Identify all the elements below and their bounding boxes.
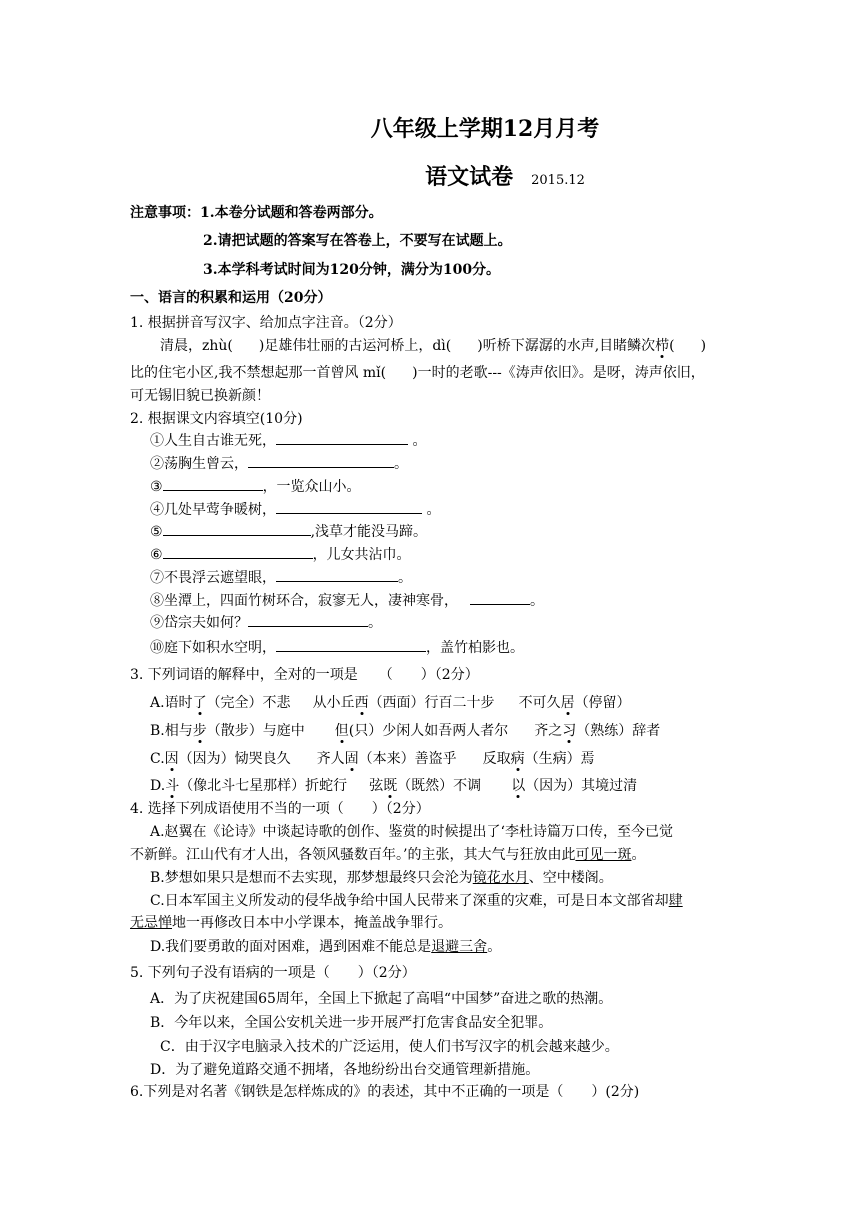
q3-b-t7: （熟练）辞者 — [576, 723, 661, 739]
q1-text-2a: 比的住宅小区,我不禁想起那一首曾风 mǐ( — [130, 365, 387, 381]
q3-d-t3: 弦 — [369, 778, 384, 794]
q5-option-c: C．由于汉字电脑录入技术的广泛运用，使人们书写汉字的机会越来越少。 — [160, 1039, 619, 1055]
q2-item-9 — [150, 612, 382, 634]
subtitle-text: 语文试卷 — [425, 164, 514, 190]
q1-text-1a: 清晨，zhù( — [160, 338, 233, 354]
q2-item-9-text: ⑨岱宗夫如何？ — [150, 615, 248, 631]
q5-option-d: D．为了避免道路交通不拥堵，各地纷纷出台交通管理新措施。 — [150, 1062, 540, 1078]
q3-d-dot1: 斗 — [165, 778, 180, 794]
note-3: 3.本学科考试时间为120分钟，满分为100分。 — [203, 262, 501, 278]
q4-a2-text: 不新鲜。江山代有才人出，各领风骚数百年。’的主张，其大气与狂放由此 — [130, 847, 576, 863]
q3-c-t3: 齐人 — [316, 751, 345, 767]
q2-blank-7[interactable] — [276, 567, 398, 582]
q1-text-1d: ( — [669, 338, 675, 354]
q3-option-c — [150, 748, 595, 770]
q3-c-dot1: 因 — [164, 751, 179, 767]
q2-item-2-end: 。 — [394, 456, 408, 472]
q3-c-t2: （因为）恸哭良久 — [178, 751, 291, 767]
q3-d-t0: D. — [150, 778, 166, 794]
q3-d-t2: （像北斗七星那样）折蛇行 — [179, 778, 348, 794]
q1-text-2b: )一时的老歌---《涛声依旧》。是呀，涛声依旧， — [412, 365, 705, 381]
q2-blank-1[interactable] — [276, 430, 408, 445]
q4-option-c-2 — [130, 912, 452, 934]
exam-title: 八年级上学期12月月考 — [370, 116, 600, 142]
q2-item-7-text: ⑦不畏浮云遮望眼， — [150, 570, 276, 586]
q5-stem: 5. 下列句子没有语病的一项是（ ）（2分） — [130, 965, 416, 981]
notes-line-1 — [130, 202, 383, 224]
q5-option-a: A．为了庆祝建国65周年，全国上下掀起了高唱“中国梦”奋进之歌的热潮。 — [150, 991, 613, 1007]
q5-option-b: B．今年以来，全国公安机关进一步开展严打危害食品安全犯罪。 — [150, 1015, 553, 1031]
q3-b-t4: (只）少闲人如吾两人者尔 — [348, 723, 509, 739]
q4-a2-idiom: 可见一斑 — [575, 847, 632, 863]
q2-item-6-num: ⑥ — [150, 547, 163, 563]
q2-blank-4[interactable] — [276, 499, 422, 514]
exam-date: 2015.12 — [531, 173, 585, 188]
q6-stem: 6.下列是对名著《钢铁是怎样炼成的》的表述，其中不正确的一项是（ ）(2分) — [130, 1084, 640, 1100]
q4-c-idiom-start: 肆 — [668, 893, 683, 909]
q2-item-5-num: ⑤ — [150, 524, 163, 540]
q4-c-idiom-end: 无忌惮 — [130, 915, 172, 931]
section-1-heading: 一、语言的积累和运用（20分） — [130, 290, 332, 306]
q2-item-3-text: ，一览众山小。 — [262, 479, 361, 495]
q2-item-4-text: ④几处早莺争暖树， — [150, 502, 276, 518]
q3-d-t8: （因为）其境过清 — [525, 778, 638, 794]
q2-item-8-text: ⑧坐潭上，四面竹树环合，寂寥无人，凄神寒骨， — [150, 593, 458, 609]
q1-line-2 — [130, 362, 705, 384]
q2-item-7-end: 。 — [398, 570, 412, 586]
q1-text-1b: )足雄伟壮丽的古运河桥上，dì( — [258, 338, 452, 354]
q3-b-dot3: 但 — [334, 723, 349, 739]
q2-item-5-text: ,浅草才能没马蹄。 — [310, 524, 428, 540]
q4-c-text: C.日本军国主义所发动的侵华战争给中国人民带来了深重的灾难，可是日本文部省却 — [150, 893, 669, 909]
q3-a-t5: （西面）行百二十步 — [368, 695, 495, 711]
q4-d-idiom: 退避三舍 — [431, 939, 488, 955]
q2-item-6-text: ，儿女共沾巾。 — [312, 547, 411, 563]
q2-blank-10[interactable] — [276, 637, 426, 652]
q2-item-2 — [150, 453, 408, 475]
q3-a-t8: （停留） — [574, 695, 631, 711]
q3-a-t6: 不可久 — [518, 695, 561, 711]
q2-item-2-text: ②荡胸生曾云， — [150, 456, 248, 472]
q1-stem: 1. 根据拼音写汉字、给加点字注音。（2分） — [130, 315, 402, 331]
q3-stem: 3. 下列词语的解释中，全对的一项是 （ ）（2分） — [130, 667, 479, 683]
q1-line-1 — [160, 335, 706, 357]
notes-label: 注意事项： — [130, 205, 200, 221]
q3-c-t0: C. — [150, 751, 165, 767]
q2-blank-5[interactable] — [163, 521, 311, 536]
q4-d-end: 。 — [487, 939, 502, 955]
q3-a-t3: 从小丘 — [312, 695, 355, 711]
q3-b-dot1: 步 — [192, 723, 207, 739]
q2-item-10-end: ，盖竹柏影也。 — [426, 640, 524, 656]
q3-d-dot4: 既 — [383, 778, 398, 794]
q2-stem: 2. 根据课文内容填空(10分) — [130, 411, 303, 427]
q2-item-5 — [150, 521, 427, 543]
q3-c-dot4: 固 — [344, 751, 359, 767]
q1-line-3: 可无锡旧貌已换新颜！ — [130, 388, 270, 404]
q2-item-1-end: 。 — [408, 433, 427, 449]
q2-item-3-num: ③ — [150, 479, 163, 495]
q3-a-dot1: 了 — [192, 695, 207, 711]
q2-item-1-text: ①人生自古谁无死， — [150, 433, 276, 449]
q4-option-c-1 — [150, 890, 683, 912]
q1-dotted-char: 栉 — [655, 338, 670, 354]
q4-option-a-1: A.赵翼在《论诗》中谈起诗歌的创作、鉴赏的时候提出了‘李杜诗篇万口传，至今已觉 — [150, 824, 674, 840]
note-1: 1.本卷分试题和答卷两部分。 — [200, 205, 383, 221]
q2-blank-9[interactable] — [248, 612, 368, 627]
q4-option-a-2 — [130, 844, 645, 866]
q3-d-dot7: 以 — [511, 778, 526, 794]
q3-c-t5: （本来）善盗乎 — [358, 751, 457, 767]
q2-item-4-end: 。 — [422, 502, 441, 518]
q2-item-3 — [150, 476, 361, 498]
q2-item-10-text: ⑩庭下如积水空明， — [150, 640, 276, 656]
q4-option-b — [150, 867, 613, 889]
q1-text-1c: )听桥下潺潺的水声,目睹鳞次 — [477, 338, 656, 354]
q3-b-dot6: 习 — [562, 723, 577, 739]
q3-c-t8: （生病）焉 — [524, 751, 595, 767]
q3-a-dot7: 居 — [560, 695, 575, 711]
q2-item-9-end: 。 — [368, 615, 382, 631]
q2-item-7 — [150, 567, 412, 589]
q4-b-idiom: 镜花水月 — [472, 870, 529, 886]
q3-b-t2: （散步）与庭中 — [206, 723, 305, 739]
q1-text-1e: ) — [700, 338, 707, 354]
q2-blank-2[interactable] — [248, 453, 394, 468]
q2-blank-6[interactable] — [163, 544, 313, 559]
q2-blank-8[interactable] — [470, 590, 530, 605]
q2-item-8 — [150, 590, 544, 612]
q3-d-t5: （既然）不调 — [397, 778, 482, 794]
q2-item-8-end: 。 — [530, 593, 544, 609]
q4-b-text: B.梦想如果只是想而不去实现，那梦想最终只会沦为 — [150, 870, 473, 886]
q3-option-d — [150, 775, 637, 797]
q2-blank-3[interactable] — [163, 476, 263, 491]
q3-a-dot4: 西 — [354, 695, 369, 711]
q3-c-dot7: 病 — [510, 751, 525, 767]
q3-a-t0: A.语时 — [150, 695, 193, 711]
q3-a-t2: （完全）不悲 — [206, 695, 291, 711]
note-2: 2.请把试题的答案写在答卷上，不要写在试题上。 — [203, 233, 512, 249]
q4-c2-text: 地一再修改日本中小学课本，掩盖战争罪行。 — [172, 915, 452, 931]
q3-b-t0: B.相与 — [150, 723, 193, 739]
q4-b-end: 、空中楼阁。 — [528, 870, 613, 886]
q2-item-4 — [150, 499, 440, 521]
q2-item-1 — [150, 430, 426, 452]
q2-item-10 — [150, 637, 524, 659]
q3-c-t6: 反取 — [482, 751, 511, 767]
q4-a2-end: 。 — [631, 847, 646, 863]
q4-option-d — [150, 936, 501, 958]
exam-subtitle — [0, 160, 860, 191]
q3-option-b — [150, 720, 660, 742]
q4-stem: 4. 选择下列成语使用不当的一项（ ）（2分） — [130, 801, 430, 817]
q3-b-t5: 齐之 — [534, 723, 563, 739]
q2-item-6 — [150, 544, 411, 566]
q3-option-a — [150, 692, 631, 714]
q4-d-text: D.我们要勇敢的面对困难，遇到困难不能总是 — [150, 939, 432, 955]
